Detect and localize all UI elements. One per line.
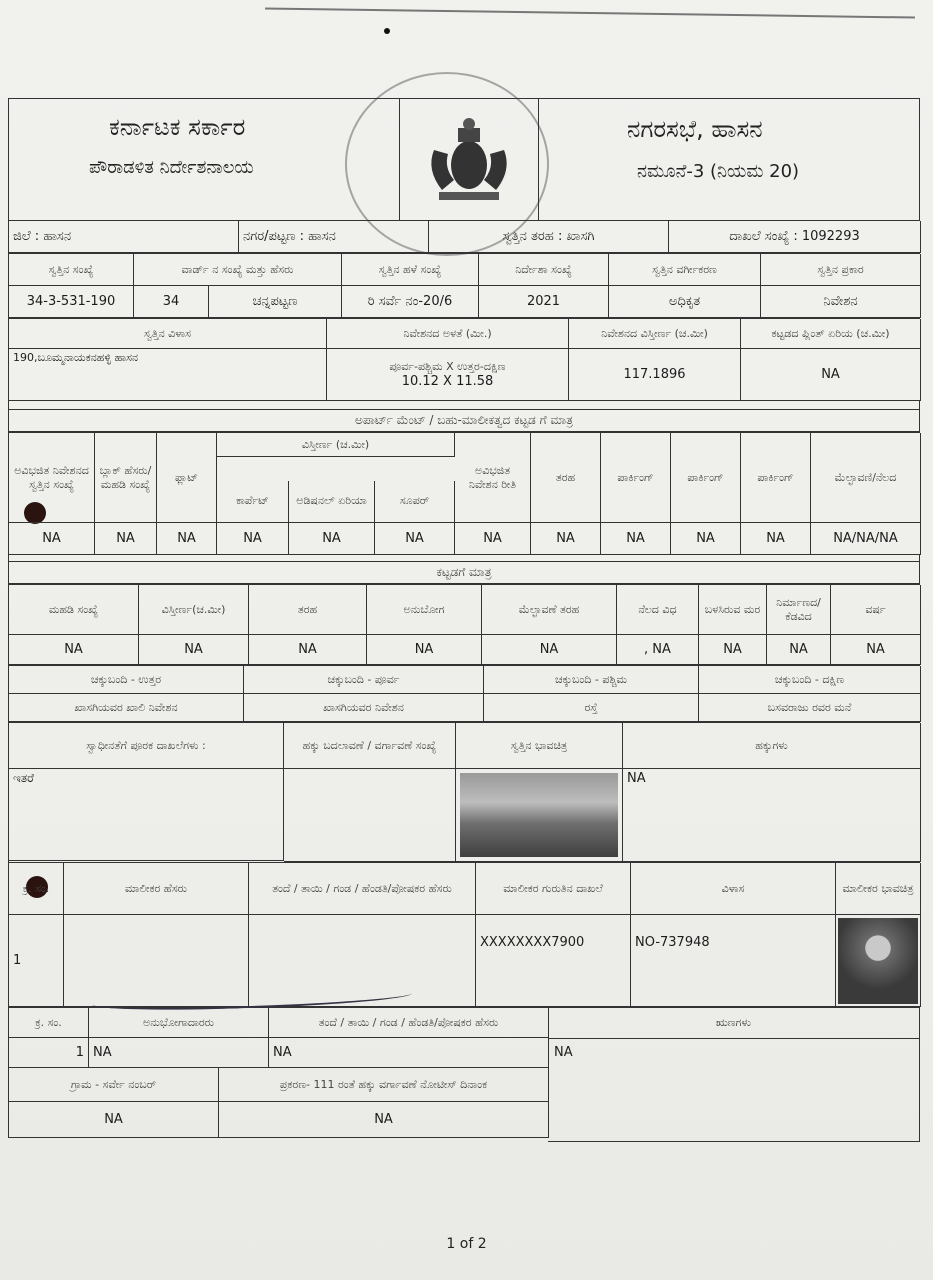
enjoyers-table [8,1007,548,1068]
plinth-area: NA [741,349,921,401]
col-block: ಬ್ಲಾಕ್ ಹೆಸರು/ ಮಹಡಿ ಸಂಖ್ಯೆ [95,433,157,523]
col-type: ತರಹ [249,585,367,635]
building-value: NA [699,635,767,665]
col-area: ವಿಸ್ತೀರ್ಣ(ಚ.ಮೀ) [139,585,249,635]
ward-name: ಚನ್ನಪಟ್ಟಣ [209,286,342,318]
col-enjoyer-relation: ತಂದೆ / ತಾಯಿ / ಗಂಡ / ಹೆಂಡತಿ/ಪೋಷಕರ ಹೆಸರು [269,1008,549,1038]
form-number: ನಮೂನೆ-3 (ನಿಯಮ 20) [637,161,800,182]
building-value: NA [482,635,617,665]
owner-photo [838,918,918,1004]
govt-title: ಕರ್ನಾಟಕ ಸರ್ಕಾರ [109,113,246,141]
ink-dot [384,28,390,34]
owner-sl: 1 [9,915,64,1007]
col-enjoyer-sl: ಕ್ರ. ಸಂ. [9,1008,89,1038]
building-value: NA [249,635,367,665]
apartment-value: NA [157,523,217,555]
col-dimension: ನಿವೇಶನದ ಅಳತೆ (ಮೀ.) [327,319,569,349]
site-area: 117.1896 [569,349,741,401]
col-kind: ತರಹ [531,433,601,523]
col-direction-number: ನಿರ್ದೇಶಾ ಸಂಖ್ಯೆ [479,254,609,286]
owner-id: XXXXXXXX7900 [476,915,631,1007]
council-title: ನಗರಸಭೆ, ಹಾಸನ [627,115,763,143]
apartment-value: NA [95,523,157,555]
page-number: 1 of 2 [446,1236,487,1252]
location-row [8,220,920,253]
col-owner-id: ಮಾಲೀಕರ ಗುರುತಿನ ದಾಖಲೆ [476,863,631,915]
col-roof-type: ಮೆಲ್ಛಾವಣೆ ತರಹ [482,585,617,635]
top-rule [265,7,915,18]
col-super: ಸೂಪರ್ [375,481,455,524]
boundary-north: ಖಾಸಗಿಯವರ ಖಾಲಿ ನಿವೇಶನ [9,694,244,722]
direction-number: 2021 [479,286,609,318]
others-label: ಇತರೆ [9,769,284,861]
rights-change-value [284,769,456,862]
boundary-east: ಖಾಸಗಿಯವರ ನಿವೇಶನ [244,694,484,722]
encumbrance-block [548,1007,920,1142]
col-additional: ಅಡಿಷನಲ್ ಏರಿಯಾ [289,481,375,524]
col-roof-floor: ಮೆಲ್ಛಾವಣಿ/ನೆಲದ [811,433,921,523]
boundary-west: ರಸ್ತೆ [484,694,699,722]
apartment-value: NA [741,523,811,555]
col-property-number: ಸ್ವತ್ತಿನ ಸಂಖ್ಯೆ [9,254,134,286]
apartment-value: NA [455,523,531,555]
survey-number: NA [9,1102,219,1138]
col-site-area: ನಿವೇಶನದ ವಿಸ್ತೀರ್ಣ (ಚ.ಮೀ) [569,319,741,349]
apartment-table [8,432,920,555]
building-value: NA [831,635,921,665]
property-kind: ನಿವೇಶನ [761,286,921,318]
col-property-kind: ಸ್ವತ್ತಿನ ಪ್ರಕಾರ [761,254,921,286]
enjoyer-relation: NA [269,1038,549,1068]
spacer [8,401,920,409]
col-old-number: ಸ್ವತ್ತಿನ ಹಳೆ ಸಂಖ್ಯೆ [342,254,479,286]
apartment-value: NA [671,523,741,555]
property-photo [460,773,618,857]
col-floor-type: ನೆಲದ ವಿಧ [617,585,699,635]
owner-photo-cell [836,915,921,1007]
apartment-value: NA [289,523,375,555]
apartment-value: NA [217,523,289,555]
karnataka-emblem-icon [414,110,524,210]
boundary-south-label: ಚಕ್ಕುಬಂದಿ - ದಕ್ಷಿಣ [699,666,921,694]
col-ward: ವಾರ್ಡ್ ನ ಸಂಖ್ಯೆ ಮತ್ತು ಹೆಸರು [134,254,342,286]
directorate-title: ಪೌರಾಡಳಿತ ನಿರ್ದೇಶನಾಲಯ [89,157,254,178]
boundary-west-label: ಚಕ್ಕುಬಂದಿ - ಪಶ್ಚಿಮ [484,666,699,694]
district: ಜಿಲೆ : ಹಾಸನ [9,221,239,253]
property-id-table [8,253,920,318]
building-table [8,584,920,665]
ward-number: 34 [134,286,209,318]
owner-address: NO-737948 [631,915,836,1007]
header-right [537,99,919,220]
col-year: ವರ್ಷ [831,585,921,635]
col-extent: ವಿಸ್ತೀರ್ಣ (ಚ.ಮೀ) [217,433,455,457]
boundaries-table [8,665,920,722]
property-address: 190,ಬೂಮ್ಮನಾಯಕನಹಳ್ಳಿ ಹಾಸನ [9,349,327,401]
property-details-table [8,318,920,401]
entry-number: ದಾಖಲೆ ಸಂಖ್ಯೆ : 1092293 [669,221,921,253]
col-survey-number: ಗ್ರಾಮ - ಸರ್ವೇ ನಂಬರ್ [9,1068,219,1102]
rights-value: NA [623,769,921,862]
town: ನಗರ/ಪಟ್ಟಣ : ಹಾಸನ [239,221,429,253]
encumbrance-value: NA [548,1039,919,1142]
col-undivided-site: ಅವಿಭಜಿತ ನಿವೇಶನದ ಸ್ವತ್ತಿನ ಸಂಖ್ಯೆ [9,433,95,523]
col-plinth-area: ಕಟ್ಟಡದ ಪ್ಲಿಂತ್ ಏರಿಯ (ಚ.ಮೀ) [741,319,921,349]
col-parking-3: ಪಾರ್ಕಿಂಗ್ [741,433,811,523]
enjoyer-sl: 1 [9,1038,89,1068]
boundary-north-label: ಚಕ್ಕುಬಂದಿ - ಉತ್ತರ [9,666,244,694]
col-classification: ಸ್ವತ್ತಿನ ವರ್ಗೀಕರಣ [609,254,761,286]
building-value: NA [767,635,831,665]
boundary-south: ಬಸವರಾಜು ರವರ ಮನೆ [699,694,921,722]
property-photo-cell [456,769,623,862]
col-rights: ಹಕ್ಕುಗಳು [623,723,921,769]
building-section-title: ಕಟ್ಟಡಗೆ ಮಾತ್ರ [8,561,920,584]
header-left [9,99,399,220]
col-owner-photo: ಮಾಲೀಕರ ಭಾವಚಿತ್ರ [836,863,921,915]
col-enjoyer: ಅನುಭೋಗಾದಾರರು [89,1008,269,1038]
building-value: NA [9,635,139,665]
apartment-section-title: ಅಪಾರ್ಟ್ ಮೆಂಟ್ / ಬಹು-ಮಾಲೀಕತ್ವದ ಕಟ್ಟಡ ಗೆ ಮಾತ್ರ [8,409,920,432]
col-usage: ಅನುಬೋಗ [367,585,482,635]
property-form [8,98,920,1142]
apartment-value: NA [531,523,601,555]
rights-table [8,722,920,862]
col-rights-change: ಹಕ್ಕು ಬದಲಾವಣೆ / ವರ್ಗಾವಣೆ ಸಂಖ್ಯೆ [284,723,456,769]
dimension-value: 10.12 X 11.58 [401,374,494,389]
classification: ಅಧಿಕೃತ [609,286,761,318]
dimension-label: ಪೂರ್ವ-ಪಶ್ಚಿಮ X ಉತ್ತರ-ದಕ್ಷಿಣ [389,360,506,373]
apartment-value: NA/NA/NA [811,523,921,555]
col-floor-number: ಮಹಡಿ ಸಂಖ್ಯೆ [9,585,139,635]
col-owner-name: ಮಾಲೀಕರ ಹೆಸರು [64,863,249,915]
col-notice-date: ಪ್ರಕರಣ- 111 ರಂತೆ ಹಕ್ಕು ವರ್ಗಾವಣೆ ನೋಟೀಸ್ ದಿನಾಂಕ [219,1068,549,1102]
survey-table [8,1068,548,1138]
building-value: NA [139,635,249,665]
emblem [399,99,539,220]
col-flat: ಫ್ಲಾಟ್ [157,433,217,523]
col-parking-2: ಪಾರ್ಕಿಂಗ್ [671,433,741,523]
enjoyer-name: NA [89,1038,269,1068]
old-number: ರಿ ಸರ್ವೆ ನಂ-20/6 [342,286,479,318]
col-owner-address: ವಿಳಾಸ [631,863,836,915]
apartment-value: NA [9,523,95,555]
boundary-east-label: ಚಕ್ಕುಬಂದಿ - ಪೂರ್ವ [244,666,484,694]
site-dimension [327,349,569,401]
col-possession-docs: ಸ್ವಾಧೀನತೆಗೆ ಪೂರಕ ದಾಖಲೆಗಳು : [9,723,284,769]
property-type: ಸ್ವತ್ತಿನ ತರಹ : ಖಾಸಗಿ [429,221,669,253]
col-address: ಸ್ವತ್ತಿನ ವಿಳಾಸ [9,319,327,349]
col-owner-sl: ಕ್ರ. ಸಂ. [9,863,64,915]
col-property-photo: ಸ್ವತ್ತಿನ ಭಾವಚಿತ್ರ [456,723,623,769]
notice-date: NA [219,1102,549,1138]
col-carpet: ಕಾರ್ಪೆಟ್ [217,481,289,524]
owners-table [8,862,920,1007]
building-value: , NA [617,635,699,665]
col-parking-1: ಪಾರ್ಕಿಂಗ್ [601,433,671,523]
property-number: 34-3-531-190 [9,286,134,318]
col-wood: ಬಳಸಿರುವ ಮರ [699,585,767,635]
col-owner-relation: ತಂದೆ / ತಾಯಿ / ಗಂಡ / ಹೆಂಡತಿ/ಪೋಷಕರ ಹೆಸರು [249,863,476,915]
col-undivided-manner: ಅವಿಭಜಿತ ನಿವೇಶನ ರೀತಿ [455,433,531,523]
col-encumbrance: ಋಣಗಳು [548,1008,919,1039]
col-construction: ನಿರ್ಮಾಣದ/ ಕೆಡವಿದ [767,585,831,635]
bottom-left [8,1007,548,1142]
bottom-section [8,1007,920,1142]
form-header [8,98,920,220]
building-value: NA [367,635,482,665]
apartment-value: NA [601,523,671,555]
apartment-value: NA [375,523,455,555]
